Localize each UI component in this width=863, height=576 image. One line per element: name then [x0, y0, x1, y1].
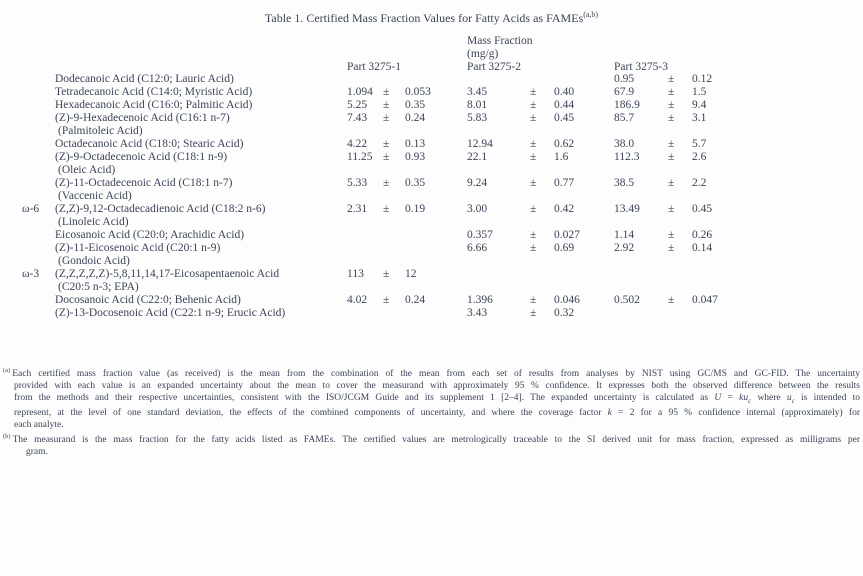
omega-label — [22, 73, 55, 86]
value-cell: 2.31 — [347, 203, 368, 215]
table-row — [22, 112, 762, 138]
uncertainty-cell: 0.027 — [554, 229, 580, 241]
uncertainty-cell: 0.047 — [692, 294, 718, 306]
plus-minus-sign: ± — [668, 99, 675, 111]
value-cell: 5.33 — [347, 177, 368, 189]
footnote-text-segment: each analyte. — [14, 419, 64, 430]
footnote-marker: (b) — [3, 432, 11, 440]
unit-header-row — [22, 35, 762, 61]
uncertainty-cell — [692, 307, 762, 320]
plus-minus-sign — [530, 73, 554, 86]
uncertainty-cell: 0.44 — [554, 99, 575, 111]
analyte-name-line1: Octadecanoic Acid (C18:0; Stearic Acid) — [55, 138, 244, 150]
plus-minus-sign: ± — [530, 138, 537, 150]
table-row — [22, 307, 762, 320]
plus-minus-sign: ± — [530, 242, 537, 254]
uncertainty-cell: 1.6 — [554, 151, 569, 163]
table-row — [22, 151, 762, 177]
uncertainty-cell — [405, 73, 467, 86]
value-cell — [347, 73, 383, 86]
uncertainty-cell — [405, 242, 467, 268]
value-cell: 0.357 — [467, 229, 493, 241]
value-cell: 0.95 — [614, 73, 635, 85]
analyte-name-line1: (Z,Z,Z,Z,Z)-5,8,11,14,17-Eicosapentaenoic Acid — [55, 268, 280, 280]
footnote-text-segment: where — [751, 393, 787, 403]
value-cell: 38.5 — [614, 177, 635, 189]
value-cell: 5.25 — [347, 99, 368, 111]
certified-values-table — [22, 35, 762, 320]
value-cell: 38.0 — [614, 138, 635, 150]
omega-label: ω-3 — [22, 268, 40, 280]
uncertainty-cell: 0.24 — [405, 294, 426, 306]
footnote-line — [3, 446, 860, 458]
spacer-cell — [22, 35, 467, 61]
omega-label — [22, 307, 55, 320]
uncertainty-cell: 0.45 — [692, 203, 713, 215]
plus-minus-sign — [383, 242, 405, 268]
analyte-name — [55, 151, 347, 177]
footnote-text-segment: from the methods and their respective uncertainties, consistent with the ISO/JCGM Guide and its supplement 1 [2–4]. The expanded uncertainty is calculated as — [14, 393, 715, 403]
footnote-text-segment: c — [748, 396, 752, 405]
value-cell: 8.01 — [467, 99, 488, 111]
plus-minus-sign: ± — [668, 112, 675, 124]
plus-minus-sign: ± — [668, 294, 675, 306]
footnote-text-segment: u — [786, 393, 792, 403]
analyte-name-line2: (Gondoic Acid) — [58, 255, 130, 267]
uncertainty-cell: 0.053 — [405, 86, 431, 98]
footnote-line — [3, 431, 860, 446]
uncertainty-cell — [405, 307, 467, 320]
footnote-text-segment: The measurand is the mass fraction for the fatty acids listed as FAMEs. The certified values are metrologically traceable to the SI derived unit for mass fraction, expressed as milligrams per — [12, 434, 860, 445]
table-title-text: Table 1. Certified Mass Fraction Values for Fatty Acids as FAMEs — [264, 11, 584, 25]
uncertainty-cell: 0.62 — [554, 138, 575, 150]
value-cell: 3.43 — [467, 307, 488, 319]
omega-label — [22, 99, 55, 112]
table-row — [22, 229, 762, 242]
uncertainty-cell: 0.13 — [405, 138, 426, 150]
analyte-name-line1: (Z)-13-Docosenoic Acid (C22:1 n-9; Erucic Acid) — [55, 307, 286, 319]
uncertainty-cell — [405, 229, 467, 242]
plus-minus-sign — [530, 268, 554, 294]
analyte-name-line2: (Vaccenic Acid) — [58, 190, 132, 202]
plus-minus-sign: ± — [668, 86, 675, 98]
uncertainty-cell — [692, 268, 762, 294]
footnote-line — [3, 392, 860, 407]
plus-minus-sign: ± — [383, 99, 390, 111]
value-cell: 7.43 — [347, 112, 368, 124]
plus-minus-sign: ± — [668, 203, 675, 215]
plus-minus-sign: ± — [530, 307, 537, 319]
value-cell — [347, 307, 383, 320]
uncertainty-cell: 0.24 — [405, 112, 426, 124]
plus-minus-sign: ± — [530, 151, 537, 163]
plus-minus-sign: ± — [530, 177, 537, 189]
footnote-text-segment: provided with each value is an expanded uncertainty about the mean to cover the measurand with approximately 95 % confidence. It expresses both the observed difference between the results — [14, 381, 860, 391]
analyte-name — [55, 99, 347, 112]
plus-minus-sign: ± — [668, 73, 675, 85]
value-cell: 5.83 — [467, 112, 488, 124]
plus-minus-sign: ± — [530, 86, 537, 98]
plus-minus-sign — [383, 73, 405, 86]
uncertainty-cell: 0.45 — [554, 112, 575, 124]
omega-label: ω-6 — [22, 203, 40, 215]
footnote-marker: (a) — [3, 367, 11, 374]
value-cell — [347, 242, 383, 268]
table-row — [22, 268, 762, 294]
plus-minus-sign: ± — [668, 151, 675, 163]
plus-minus-sign — [383, 229, 405, 242]
uncertainty-cell: 0.77 — [554, 177, 575, 189]
plus-minus-sign: ± — [530, 229, 537, 241]
footnote-text-segment: gram. — [26, 446, 48, 457]
uncertainty-cell: 0.26 — [692, 229, 713, 241]
table-body — [22, 73, 762, 320]
footnote-line — [3, 380, 860, 392]
plus-minus-sign: ± — [668, 138, 675, 150]
footnote-text-segment: k — [607, 407, 612, 418]
uncertainty-cell: 0.93 — [405, 151, 426, 163]
plus-minus-sign — [668, 268, 692, 294]
value-cell: 9.24 — [467, 177, 488, 189]
title-superscript: (a,b) — [583, 10, 599, 19]
document-page — [0, 8, 863, 576]
plus-minus-sign: ± — [383, 268, 390, 280]
table-header — [22, 35, 762, 73]
value-cell — [614, 307, 668, 320]
omega-label — [22, 138, 55, 151]
value-cell: 1.396 — [467, 294, 493, 306]
uncertainty-cell — [554, 268, 614, 294]
uncertainty-cell: 0.69 — [554, 242, 575, 254]
plus-minus-sign: ± — [668, 229, 675, 241]
omega-label — [22, 294, 55, 307]
value-cell: 186.9 — [614, 99, 640, 111]
analyte-name — [55, 73, 347, 86]
table-row — [22, 242, 762, 268]
column-header-part-1: Part 3275-1 — [347, 61, 401, 73]
plus-minus-sign: ± — [668, 242, 675, 254]
footnote-line — [3, 419, 860, 431]
analyte-name — [55, 86, 347, 99]
footnote-text-segment: c — [791, 396, 795, 405]
plus-minus-sign: ± — [383, 112, 390, 124]
uncertainty-cell: 0.35 — [405, 177, 426, 189]
plus-minus-sign: ± — [383, 294, 390, 306]
value-cell: 11.25 — [347, 151, 373, 163]
unit-header — [467, 35, 614, 61]
table-row — [22, 203, 762, 229]
plus-minus-sign: ± — [383, 203, 390, 215]
table-title — [0, 8, 863, 25]
plus-minus-sign: ± — [668, 177, 675, 189]
value-cell: 113 — [347, 268, 364, 280]
value-cell — [614, 268, 668, 294]
uncertainty-cell: 0.40 — [554, 86, 575, 98]
omega-label — [22, 177, 55, 203]
analyte-name-line1: (Z)-11-Eicosenoic Acid (C20:1 n-9) — [55, 242, 221, 254]
uncertainty-cell: 0.35 — [405, 99, 426, 111]
analyte-name-line2: (Palmitoleic Acid) — [58, 125, 143, 137]
value-cell: 4.02 — [347, 294, 368, 306]
analyte-name-line2: (C20:5 n-3; EPA) — [58, 281, 139, 293]
footnote-text-segment: ku — [739, 393, 749, 403]
analyte-name — [55, 177, 347, 203]
column-header-part-3: Part 3275-3 — [614, 61, 668, 73]
table-row — [22, 86, 762, 99]
plus-minus-sign: ± — [383, 177, 390, 189]
footnote-text-segment: is intended to — [794, 393, 860, 403]
analyte-name — [55, 294, 347, 307]
uncertainty-cell: 9.4 — [692, 99, 707, 111]
table-row — [22, 138, 762, 151]
column-header-row — [22, 61, 762, 73]
footnote-b — [3, 431, 860, 458]
plus-minus-sign: ± — [383, 86, 390, 98]
value-cell: 0.502 — [614, 294, 640, 306]
analyte-name-line2: (Oleic Acid) — [58, 164, 116, 176]
unit-header-line2: (mg/g) — [467, 48, 499, 60]
value-cell: 67.9 — [614, 86, 635, 98]
analyte-name-line1: Tetradecanoic Acid (C14:0; Myristic Acid) — [55, 86, 253, 98]
analyte-name-line1: (Z)-11-Octadecenoic Acid (C18:1 n-7) — [55, 177, 233, 189]
uncertainty-cell — [554, 73, 614, 86]
plus-minus-sign: ± — [530, 203, 537, 215]
footnote-text-segment: U — [714, 393, 722, 403]
plus-minus-sign: ± — [530, 294, 537, 306]
analyte-name — [55, 229, 347, 242]
uncertainty-cell: 2.6 — [692, 151, 707, 163]
value-cell: 3.00 — [467, 203, 488, 215]
uncertainty-cell: 0.046 — [554, 294, 580, 306]
uncertainty-cell: 0.14 — [692, 242, 713, 254]
omega-label — [22, 242, 55, 268]
table-row — [22, 177, 762, 203]
value-cell — [467, 73, 530, 86]
analyte-name-line1: (Z)-9-Octadecenoic Acid (C18:1 n-9) — [55, 151, 228, 163]
omega-label — [22, 86, 55, 99]
omega-label — [22, 112, 55, 138]
analyte-name-line2: (Linoleic Acid) — [58, 216, 129, 228]
uncertainty-cell: 3.1 — [692, 112, 707, 124]
uncertainty-cell: 12 — [405, 268, 417, 280]
analyte-name — [55, 268, 347, 294]
footnote-line — [3, 407, 860, 419]
table-row — [22, 99, 762, 112]
table-row — [22, 73, 762, 86]
uncertainty-cell: 2.2 — [692, 177, 707, 189]
omega-label — [22, 229, 55, 242]
uncertainty-cell: 0.32 — [554, 307, 575, 319]
footnote-text-segment: Each certified mass fraction value (as received) is the mean from the combination of the mean from each set of results from analyses by NIST using GC/MS and GC-FID. The uncertainty — [12, 369, 860, 379]
value-cell: 1.094 — [347, 86, 373, 98]
spacer-cell — [614, 35, 762, 61]
spacer-cell — [22, 61, 347, 73]
analyte-name-line1: (Z,Z)-9,12-Octadecadienoic Acid (C18:2 n-6) — [55, 203, 266, 215]
analyte-name — [55, 242, 347, 268]
footnote-text-segment: = — [721, 393, 740, 403]
plus-minus-sign: ± — [383, 138, 390, 150]
analyte-name-line1: Dodecanoic Acid (C12:0; Lauric Acid) — [55, 73, 234, 85]
table-row — [22, 294, 762, 307]
value-cell — [467, 268, 530, 294]
analyte-name-line1: Hexadecanoic Acid (C16:0; Palmitic Acid) — [55, 99, 253, 111]
analyte-name-line1: Docosanoic Acid (C22:0; Behenic Acid) — [55, 294, 241, 306]
footnote-line — [3, 365, 860, 380]
value-cell: 3.45 — [467, 86, 488, 98]
column-header-part-2: Part 3275-2 — [467, 61, 521, 73]
value-cell: 13.49 — [614, 203, 640, 215]
unit-header-line1: Mass Fraction — [467, 35, 533, 47]
uncertainty-cell: 0.19 — [405, 203, 426, 215]
plus-minus-sign — [383, 307, 405, 320]
value-cell: 6.66 — [467, 242, 488, 254]
analyte-name-line1: (Z)-9-Hexadecenoic Acid (C16:1 n-7) — [55, 112, 230, 124]
analyte-name — [55, 203, 347, 229]
uncertainty-cell: 1.5 — [692, 86, 707, 98]
value-cell: 112.3 — [614, 151, 640, 163]
footnote-a — [3, 365, 860, 431]
uncertainty-cell: 0.12 — [692, 73, 713, 85]
value-cell: 85.7 — [614, 112, 635, 124]
value-cell: 2.92 — [614, 242, 635, 254]
uncertainty-cell: 5.7 — [692, 138, 707, 150]
plus-minus-sign: ± — [530, 112, 537, 124]
plus-minus-sign: ± — [383, 151, 390, 163]
value-cell: 4.22 — [347, 138, 368, 150]
analyte-name — [55, 138, 347, 151]
footnote-text-segment: represent, at the level of one standard deviation, the effects of the combined components of uncertainty, and where the coverage factor — [14, 407, 608, 418]
analyte-name-line1: Eicosanoic Acid (C20:0; Arachidic Acid) — [55, 229, 245, 241]
analyte-name — [55, 112, 347, 138]
plus-minus-sign — [668, 307, 692, 320]
omega-label — [22, 151, 55, 177]
value-cell: 22.1 — [467, 151, 488, 163]
uncertainty-cell: 0.42 — [554, 203, 575, 215]
value-cell — [347, 229, 383, 242]
value-cell: 1.14 — [614, 229, 635, 241]
analyte-name — [55, 307, 347, 320]
value-cell: 12.94 — [467, 138, 493, 150]
footnotes-section — [3, 365, 860, 458]
footnote-text-segment: = 2 for a 95 % confidence internal (approximately) for — [611, 407, 861, 418]
plus-minus-sign: ± — [530, 99, 537, 111]
